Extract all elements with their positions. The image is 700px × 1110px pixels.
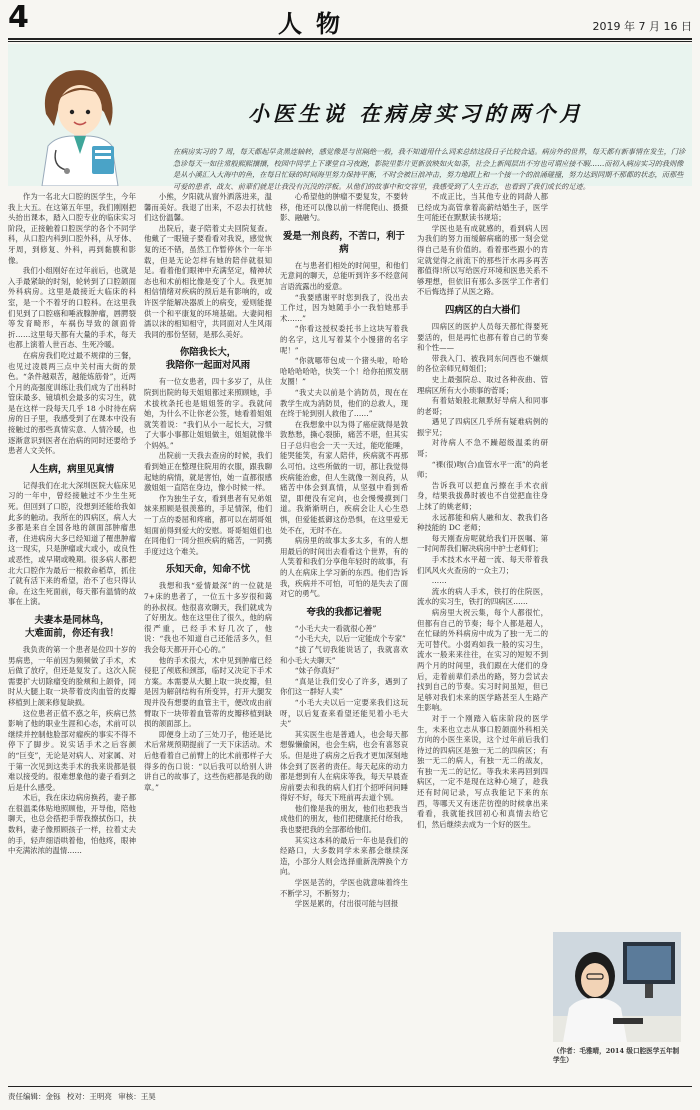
body-paragraph: 在与患者们相处的时间里，和他们无意间的聊天，总能听到许多不经意间言语流露出的爱意。 — [280, 260, 408, 291]
body-paragraph: 学医是苦的，学医也就意味着终生不断学习，不断努力； — [280, 878, 408, 898]
body-paragraph: 史上最强院总、取过各种夜曲、管理病区所有大小琐事的菅哥； — [417, 374, 548, 395]
doctor-illustration — [26, 50, 131, 186]
body-paragraph: 我负责的第一个患者是位四十岁的男病患，一年前因为频频做了手术，术后做了放疗，但还是复发了。这次入院需要扩大切除瘤变的脸颊和上颌骨，同时从大腿上取一块带着皮肉血管的皮瓣移植到上颌来修复缺损。 — [8, 644, 136, 707]
subheading: 你陪我长大， 我陪你一起面对风雨 — [165, 347, 251, 372]
article-intro: 在病房实习的 7 周，每天都起早贪黑连轴转，感觉像是与世隔绝一般，我不知道用什么词来总结这段日子比较合适。病房外的世界，每天都有新事情在发生，门诊急诊每天一如往常般熙熙攘攘，校园中同学上下课堂自习夜跑，影院里影片更新放映如火如荼，社会上新闻层出不穷也可谓应接不暇……而初入病房实习的我则像是从小溪汇入大海中的鱼，在每日忙碌的时间海里努力保持平衡，不时会被巨浪冲击，努力地跟上和一个接一个的浪涌碰撞，努力达到同期不那都的状态，而那些可爱的患者、战友、前辈们就是让我没有沉没的浮板。从他们的故事中和交容里，我感受到了人生百态，也看到了我们成长的足迹。 — [173, 147, 686, 191]
header-rule-thin — [8, 41, 692, 42]
body-paragraph: 有一位女患者，四十多岁了，从住院到出院的每天姐姐都过来照顾她，手术拔枕条托也是姐姐签的字。我就问她，为什么不让你老公签，她看着姐姐就笑着说：“我们从小一起长大，习惯了大事小事都让姐姐做主，姐姐就像半个妈妈。” — [144, 377, 272, 450]
body-paragraph: 病房里大祝云集，每个人都很忙，但都有自己的节奏；每个人都是超人，在忙碌的外科病房中成为了独一无二的无可替代。小弱鸡如我一般的实习生，流水一般来来往往，在实习的短短不到两个月的时间里，我们跟在大佬们的身后，走着前辈们杀出的路，努力尝试去找到自己的节奏。实习时间虽短，但已足够对我们未来的医学路甚至人生路产生影响。 — [417, 607, 548, 713]
body-paragraph: 我们小组刚好在过年前后，也就是入手最紧缺的时刻，轮转到了口腔颌面外科病房。这里是最接近大临床的科室，是一个不着牙的口腔科。在这里我们见到了口腔癌和唾液腺肿瘤，唇腭裂等发育畸形，车祸伤导致的颌面骨折……这里每天都有大量的手术，每天也都上演着人世百态、生死冷暖。 — [8, 266, 136, 350]
subheading: 四病区的白大褂们 — [444, 304, 520, 316]
body-paragraph: 记得我们在北大深圳医院大临床见习的一年中，曾经接触过不少生生死死。但回到了口腔，没想到还能给我如此多的触动。我所在的四病区，病人大多都是来自全国各地的颌面部肿瘤患者，住进病房大多已经知道了罹患肿瘤这一现实，只是肿瘤或大或小，或良性或恶性，或早期或晚期。很多病人都把北大口腔作为最后一根救命稻草，抓住了就有活下来的希望，治不了也只得认命。在这生死面前，每天都有温情的故事在上演。 — [8, 480, 136, 607]
body-paragraph: 不成正比，当其他专业的同龄人都已经成为高管拿着高薪结婚生子，医学生可能还在默默读书规培； — [417, 192, 548, 223]
column-4 — [417, 192, 548, 1072]
body-paragraph: 作为独生子女，看到患者有兄弟姐妹来照顾是很羡慕的，手足情深，他们一丁点的委屈和疼痛，都可以在胡哥姐姐面前得到爱大的安慰。哥哥姐姐们也在同他们一同分担疾病的痛苦，一同携手度过这个难关。 — [144, 493, 272, 556]
subheading: 夸我的我都记着呢 — [306, 606, 382, 618]
body-paragraph: 学医是累的，付出很可能与回报 — [294, 899, 399, 909]
section-title: 人物 — [278, 10, 354, 38]
subheading: 夫妻本是同林鸟， 大难面前，你还有我！ — [25, 614, 119, 639]
body-paragraph: 带我入门、被我同东问西也不嫌烦的各位亲师兄师姐们； — [417, 353, 548, 374]
subheading: 乐知天命，知命不忧 — [165, 564, 251, 576]
body-paragraph: 病房里的故事太多太多，有的人想用最后的时间出去看看这个世界，有的人笑着和我们分享他年轻时的故事，有的人在病床上学习新的东西。他们告诉我，疾病并不可怕，可怕的是失去了面对它的勇气。 — [280, 536, 408, 599]
body-paragraph: 这位患者正值不惑之年，疾病已然影响了他的职业生涯和心态，术前可以继续并控制他脸部对瘤疾的事实不得不停下了脚步。说实话手术之后容颜的“巨变”，无论是对病人、对家属、对于第一次见到这类手术的我来说都是很难以接受的。很难想象他的妻子看到之后是什么感受。 — [8, 708, 136, 792]
body-paragraph: 在我想象中以为得了癌症就得是敦敦愁愁，撕心裂肺，痛苦不堪，但其实日子总归也会一天一天过，能吃能睡，能哭能笑，有家人陪伴，疾病就不再那么可怕。这些所做的一切，都让我觉得疾病能治愈，但人生就像一剂良药，从痛苦中体会到真情，从坚强中看到希望，即便没有定向，也会慢慢摸到门道。我渐渐明白，疾病会让人心生恐惧，但爱能抵御这份恐惧，在这里爱无处不在，无时不在。 — [280, 419, 408, 535]
column-3 — [280, 192, 408, 1072]
body-paragraph: 心希望他的肿瘤不要复发，不要转移，他还可以像以前一样爬爬山、摄摄影、融融勺。 — [280, 192, 408, 223]
body-paragraph: 其实医生也是普通人，也会每天都想躲懒偷闲，也会生病，也会有喜怒哀乐。但是进了病房之后我才更加深刻地体会到了医者的责任。每天起床的动力都是想到有人在病床等我，每天早晨查房前要去和我的病人们打个招呼问问睡得好不好，每天下班前再去道个别。 — [280, 729, 408, 803]
body-paragraph: 四病区的医护人员每天都忙得要死要活的，但是再忙也都有着自己的节奏和个性—— — [417, 321, 548, 353]
subheading: 爱是一剂良药，不苦口，利于病 — [283, 230, 405, 255]
author-photo — [553, 932, 681, 1042]
column-2 — [144, 192, 272, 1072]
body-paragraph: “小毛大夫，以后一定能成个专家” — [294, 634, 406, 644]
body-paragraph: …… — [431, 576, 447, 586]
body-paragraph: 永远都能和病人融和友、教我们各种技能的 DC 老师； — [417, 512, 548, 533]
body-paragraph: 我想和我“爱情最深”的一位就是 7+床的患者了，一位五十多岁很和蔼的孙叔叔。他很喜欢聊天，我们就成为了好朋友。他在这里住了很久，他的病很严重，已经手术好几次了，他说：“我也不知道自己还能活多久，但我会每天都开开心心的。” — [144, 581, 272, 654]
body-paragraph: 每天刚查房呢就给我们开医嘱、第一时间帮我们解决病房中护士老师们； — [417, 533, 548, 554]
header-rule — [8, 38, 692, 40]
body-paragraph: “我要感谢平时您到我了，没出去工作过，因为她随手小一我怕她那手术……” — [280, 292, 408, 323]
page-number: 4 — [8, 0, 29, 35]
body-paragraph: 对待病人不急不躁超级温柔的研哥； — [417, 438, 548, 459]
body-paragraph: “小毛大夫以后一定要来我们这玩呀，以后复查来看望还能见着小毛大夫” — [280, 697, 408, 729]
body-paragraph: 术后，我在床边病房换药，妻子都在很温柔体贴地照顾他，开导他，陪他聊天，也总会搭把手帮我擦拭伤口，扶数料，妻子像照顾孩子一样，拉着丈夫的手，轻声细语哄着他，怕他疼，眼神中充满浓浓的温情…… — [8, 793, 136, 856]
body-paragraph: “拔了气切我能说话了，我就喜欢和小毛大夫聊天” — [280, 644, 408, 665]
body-paragraph: 有着姑娘般北额默好导病人和同事的老哥； — [417, 396, 548, 416]
body-paragraph: 他们像是我的朋友，他们也把我当成他们的朋友，他们把健康托付给我，我也要把我的全部都给他们。 — [280, 803, 408, 835]
column-5 — [553, 192, 681, 922]
body-paragraph: “小毛大夫一看就很心善” — [294, 623, 377, 633]
author-caption: （作者：毛雅晴，2014 级口腔医学五年制学生） — [553, 1047, 680, 1064]
body-paragraph: 即便身上动了三处刀子，他还是比术后常规预期提前了一天下床活动。术后他看着自己前臂上的比术前那样子大得多的伤口说：“以后我可以给别人讲讲自己的故事了，这些伤疤都是我的勋章。” — [144, 729, 272, 792]
body-paragraph: “真是让我们安心了许多，遇到了你们这一群好人卖” — [280, 676, 408, 697]
issue-date: 2019 年 7 月 16 日 — [592, 20, 692, 33]
body-paragraph: “你看这授权委托书上这块写着我的名字，这儿写着某个小馒猪的名字呢！” — [280, 324, 408, 355]
author-photo-image — [553, 932, 681, 1042]
body-paragraph: 出院前一天我去查房的时候，我们看到她正在整理住院用的衣服，跟我聊起她的病情，就是害怕，她一直都很感激姐姐一直陪在身边，像小时候一样。 — [144, 451, 272, 493]
body-paragraph: 告诉我可以把血污擦在手术衣前身，结果我拔鼻时被也不自觉把血往身上抹了的姚老师； — [417, 480, 548, 512]
body-paragraph: 出院后，妻子陪着丈夫回院复查。他戴了一眼镜子要看看对我说，感觉恢复的还不错，虽然工作暂停休个一年半载，但是无论怎样有她的陪伴就很知足。看着他们眼神中充满坚定，精神状态也和术前相比像是变了个人。我更加相信情绪对疾病的预后是有影响的，或许医学能解决器质上的病变，爱则能提供一个和平康复的环境基础。大妻间相濡以沫的相知相守，共同面对人生风雨我同的那份坚韧，是那么美好。 — [144, 223, 272, 339]
body-paragraph: 作为一名北大口腔的医学生，今年我上大五。在这第五年里，我们刚刚把头抬出课本，踏入口腔专业的临床实习阶段，正接触着口腔医学的各个不同学科，从口腔内科到口腔外科，从牙体、牙周，到修复、外科，再到黏膜和影像。 — [8, 192, 136, 265]
body-paragraph: “裸(很)吻(合)血管水平一流”的尚老师； — [417, 459, 548, 480]
body-paragraph: 其实这本科的最后一年也是我们的经路口，大多数同学未来都会继续深造，小部分人则会选择重新洗牌换个方向。 — [280, 835, 408, 877]
article-title: 小医生说 在病房实习的两个月 — [248, 101, 585, 126]
body-paragraph: 流水的病人手术，铁打的住院医，流水的实习生，铁打的四病区…… — [417, 586, 548, 607]
body-paragraph: 对于一个刚踏入临床阶段的医学生，未来也立志从事口腔颌面外科相关方向的小医生来说，这个过年前后我们待过的四病区是独一无二的四病区；有独一无二的病人，有独一无二的战友，有独一无二的记忆。等我未来再回到四病区，一定不是现在这种心境了，趁我还有时间记录，写点我能记下来的东西，等哪天又有迷茫彷徨的时候拿出来看看，我就能找回初心和真情去给它们，然后继续去成为一个好的医生。 — [417, 713, 548, 829]
body-paragraph: “妹子你真好” — [294, 666, 340, 676]
body-paragraph: 遇见了四病区几乎所有疑难病例的振宇兄； — [417, 417, 548, 437]
body-paragraph: 学医也是有成就感的，看到病人因为我们的努力而缓解病痛的那一刻会觉得自己是有价值的。看着那些跟小的肯定就觉得之前流下的那些汗水再多再苦都值得!所以写给医疗环境和医患关系不够理想，但依旧有那么多医学工作者们不后悔选择了从医之路。 — [417, 223, 548, 297]
page-footer: 责任编辑：金铄 校对：王明亮 审核：王昊 — [8, 1086, 692, 1109]
title-banner — [8, 44, 692, 191]
body-paragraph: 在病房我们吃过最不规律的三餐，也见过凌晨两三点中关村南大街的景色。“条件越艰苦，越能炼筋骨”，近两个月的高强度训练让我们成为了出科时管床最多、镜填机会最多的实习生，就是在这样一段每天几乎 18 小时待在病房的日子里，我感受到了在课本中没有接触过的那些真情实意、人情冷暖，也逐渐意识到医者在治病的同时还要给予患者人文关怀。 — [8, 350, 136, 456]
subheading: 人生病，病里见真情 — [29, 463, 115, 475]
body-paragraph: 他的手术很大，术中见到肿瘤已经侵犯了颅底和颈部，临时又决定下手术方案。本需要从大腿上取一块皮瓣，但是因为解剖结构有所变异，打开大腿发现并没有想要的血管主干，便改成由前臂取下一块带着血管蒂的皮瓣移植到缺损的颌面部上。 — [144, 655, 272, 729]
body-paragraph: 手术技术水平超一流、每天带着我们风风火火查房的一众主刀； — [417, 555, 548, 575]
body-paragraph: “我丈夫以前是个消防员，现在在教学生成为消防员，他们的总救人，现在终于轮到别人救他了……” — [280, 387, 408, 419]
body-paragraph: “你就哪带包成一个猪头啦，哈哈哈哈哈哈哈，快笑一个！给你拍照发朋友圈！” — [280, 356, 408, 387]
page-header — [8, 0, 692, 40]
body-paragraph: 小熊，夕阳就从窗外洒落进来，温馨而美好。我退了出来，不忍去打扰他们这份温馨。 — [144, 192, 272, 223]
column-1 — [8, 192, 136, 1072]
